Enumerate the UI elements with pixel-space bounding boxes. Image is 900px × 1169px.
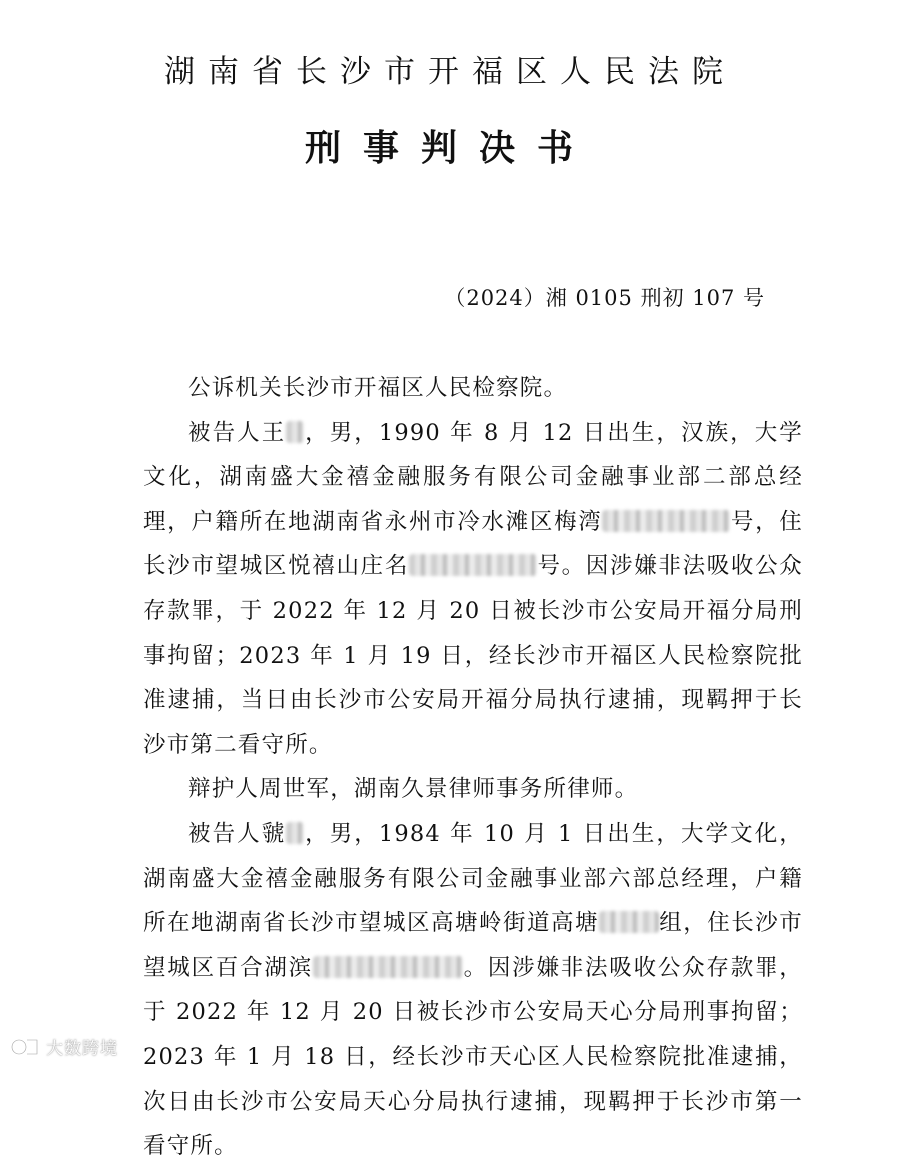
defendant-2-intro: 被告人虢 xyxy=(188,820,287,847)
redaction-mark xyxy=(602,510,730,532)
redaction-mark xyxy=(313,956,463,978)
redaction-mark xyxy=(599,911,659,933)
defendant-1-residence: 号，住长沙市望城区悦禧山庄名 xyxy=(143,508,803,580)
watermark xyxy=(10,1034,118,1059)
redaction-mark xyxy=(286,421,304,443)
court-name: 湖南省长沙市开福区人民法院 xyxy=(164,54,736,90)
prosecutor-text: 公诉机关长沙市开福区人民检察院。 xyxy=(188,375,568,401)
defendant-2-details: ，男，1984 年 10 月 1 日出生，大学文化，湖南盛大金禧金融服务有限公司金融事业部六部总经理，户籍所在地湖南省长沙市望城区高塘岭街道高塘 xyxy=(143,820,803,937)
watermark-text: 大数跨境 xyxy=(46,1039,118,1059)
defendant-1-custody: 号。因涉嫌非法吸收公众存款罪，于 2022 年 12 月 20 日被长沙市公安局开福分局刑事拘留；2023 年 1 月 19 日，经长沙市开福区人民检察院批准逮捕，当日由长沙市公安局开福分局执行逮捕，现羁押于长沙市第二看守所。 xyxy=(143,553,803,758)
defendant-1-intro: 被告人王 xyxy=(188,419,287,446)
camera-logo-icon xyxy=(10,1036,40,1058)
defendant-2-residence: 组，住长沙市望城区百合湖滨 xyxy=(143,910,803,981)
defendant-2-custody: 。因涉嫌非法吸收公众存款罪，于 2022 年 12 月 20 日被长沙市公安局天心分局刑事拘留；2023 年 1 月 18 日，经长沙市天心区人民检察院批准逮捕，次日由长沙市公安局天心分局执行逮捕，现羁押于长沙市第一看守所。 xyxy=(143,954,803,1160)
document-type-title: 刑事判决书 xyxy=(304,127,595,169)
defense-lawyer-paragraph xyxy=(143,767,803,812)
case-number: （2024）湘 0105 刑初 107 号 xyxy=(444,286,765,310)
redaction-mark xyxy=(286,822,304,844)
redaction-mark xyxy=(409,554,537,576)
defendant-1-paragraph xyxy=(143,411,803,768)
defendant-1-details: ，男，1990 年 8 月 12 日出生，汉族，大学文化，湖南盛大金禧金融服务有限公司金融事业部二部总经理，户籍所在地湖南省永州市冷水滩区梅湾 xyxy=(143,419,803,535)
prosecutor-paragraph xyxy=(143,366,803,411)
defendant-2-paragraph xyxy=(143,812,803,1169)
defense-lawyer-text: 辩护人周世军，湖南久景律师事务所律师。 xyxy=(188,776,639,803)
judgment-body xyxy=(143,366,803,1169)
